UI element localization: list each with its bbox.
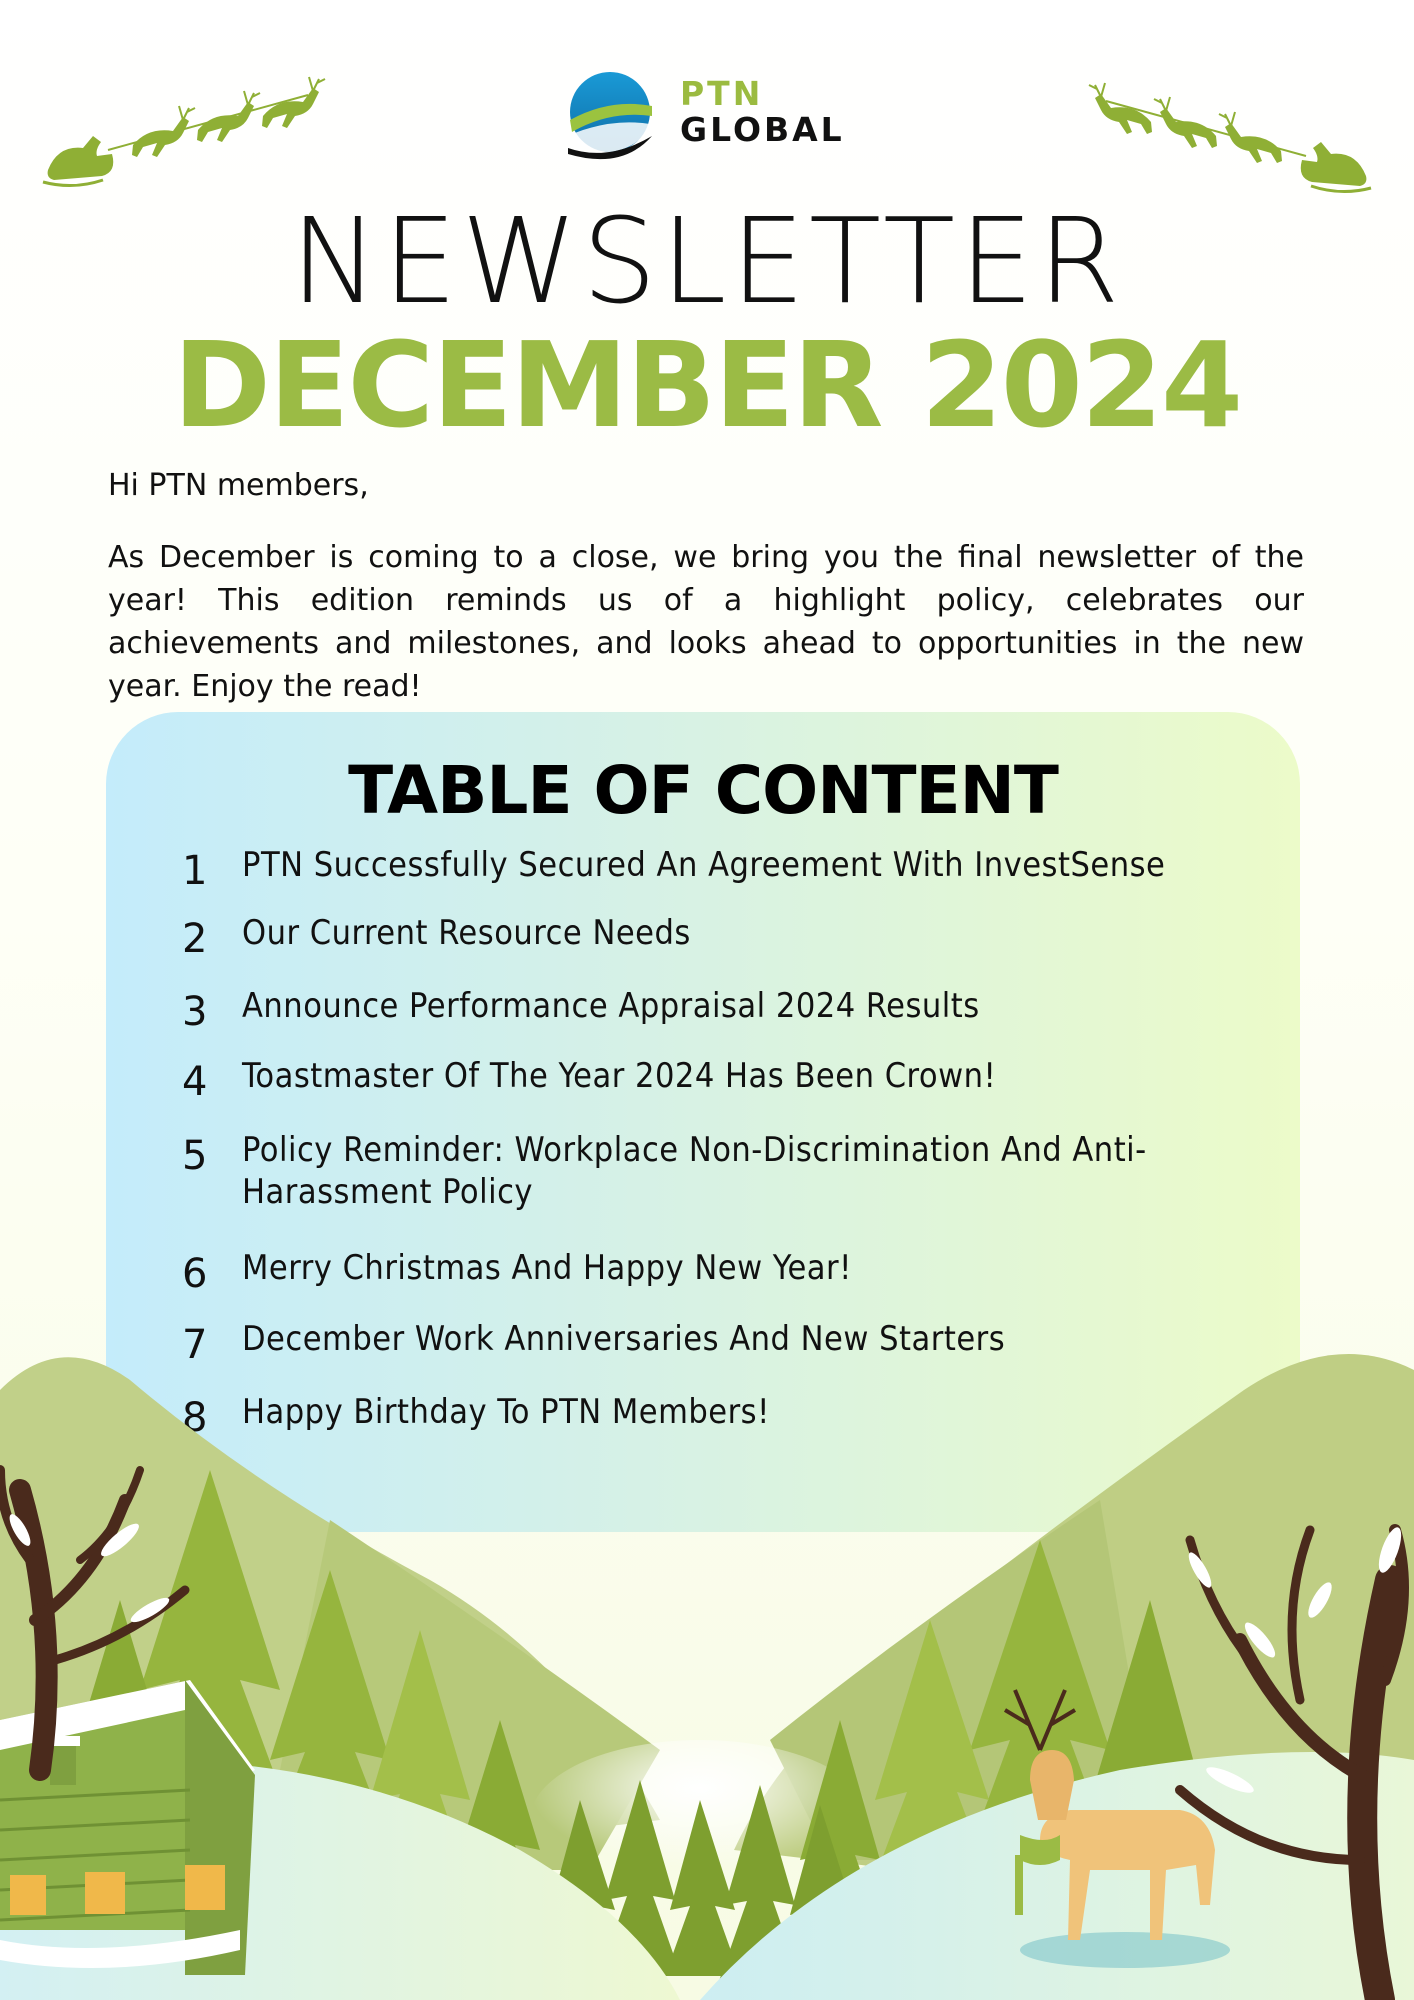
- toc-item-title: Announce Performance Appraisal 2024 Results: [242, 986, 980, 1026]
- toc-item-title: PTN Successfully Secured An Agreement With InvestSense: [242, 845, 1166, 885]
- toc-item-number: 2: [182, 916, 208, 962]
- toc-item-title: Our Current Resource Needs: [242, 913, 691, 953]
- logo-text-ptn: PTN: [680, 74, 764, 113]
- toc-item-number: 5: [182, 1133, 208, 1179]
- toc-item-title: Merry Christmas And Happy New Year!: [242, 1248, 852, 1288]
- globe-logo-icon: [566, 68, 656, 168]
- reindeer-sleigh-icon: [1066, 56, 1376, 196]
- toc-item-number: 6: [182, 1251, 208, 1297]
- newsletter-title: NEWSLETTER: [290, 192, 1124, 330]
- toc-item-number: 7: [182, 1322, 208, 1368]
- reindeer-sleigh-icon: [38, 50, 348, 190]
- company-logo: [566, 68, 856, 168]
- toc-item-title: Policy Reminder: Workplace Non-Discrimination And Anti-Harassment Policy: [242, 1130, 1147, 1212]
- toc-item-number: 3: [182, 989, 208, 1035]
- toc-item-number: 1: [182, 848, 208, 894]
- intro-paragraph: As December is coming to a close, we bring you the final newsletter of the year! This edition reminds us of a highlight policy, celebrates our achievements and milestones, and looks ahead to opportunities in the new year. Enjoy the read!: [108, 540, 1304, 704]
- toc-item-title: Toastmaster Of The Year 2024 Has Been Crown!: [242, 1056, 997, 1096]
- logo-text-global: GLOBAL: [680, 110, 845, 149]
- toc-item-number: 4: [182, 1059, 208, 1105]
- toc-item-number: 8: [182, 1395, 208, 1441]
- toc-item-title: Happy Birthday To PTN Members!: [242, 1392, 770, 1432]
- issue-date-title: DECEMBER 2024: [172, 316, 1242, 454]
- toc-heading: TABLE OF CONTENT: [348, 752, 1058, 829]
- toc-item-title: December Work Anniversaries And New Starters: [242, 1319, 1006, 1359]
- winter-landscape-illustration: [0, 1300, 1414, 2000]
- greeting-text: Hi PTN members,: [108, 468, 369, 503]
